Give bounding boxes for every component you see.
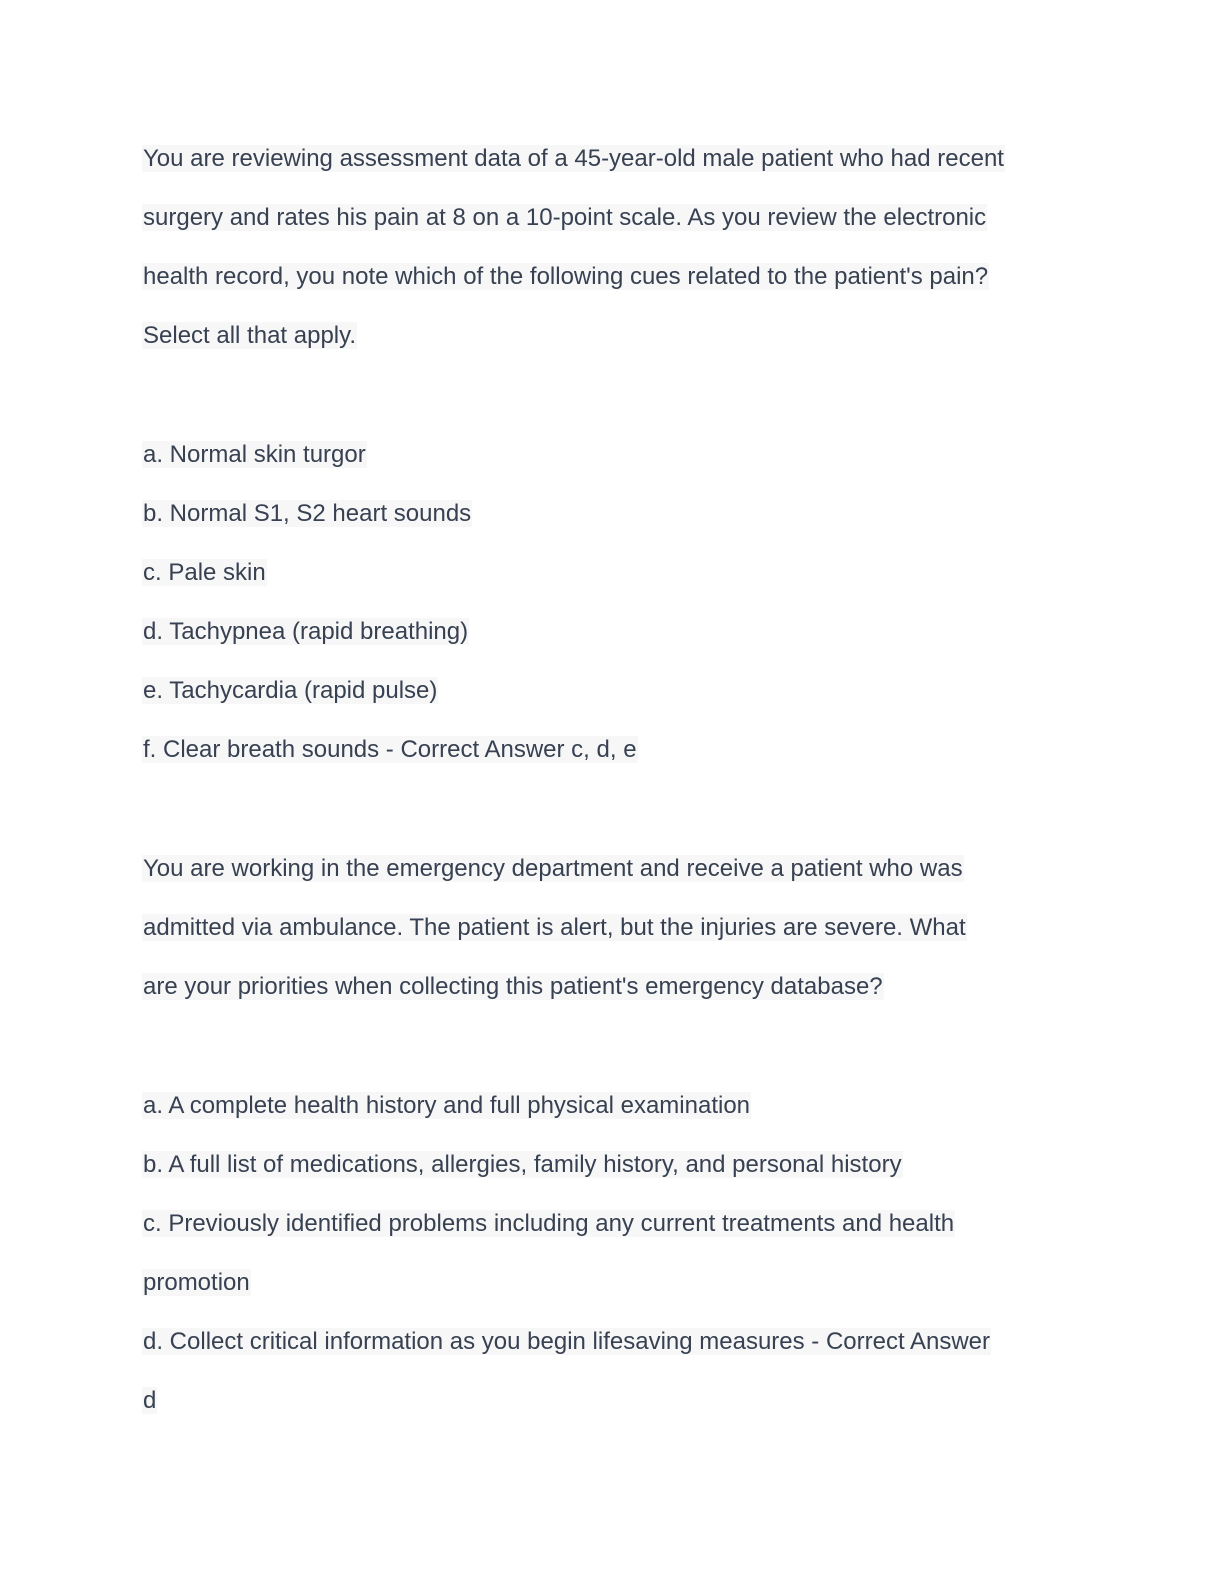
question2-option-b: b. A full list of medications, allergies, family history, and personal history (143, 1151, 902, 1178)
question1-option-e: e. Tachycardia (rapid pulse) (143, 677, 438, 704)
question2-option-c-continued: promotion (143, 1269, 250, 1296)
question1-option-c: c. Pale skin (143, 559, 266, 586)
question2-stem-line: admitted via ambulance. The patient is alert, but the injuries are severe. What (143, 914, 966, 941)
question2-option-c: c. Previously identified problems including any current treatments and health (143, 1210, 955, 1237)
question2-answer-continued: d (143, 1387, 157, 1414)
question2-option-d: d. Collect critical information as you begin lifesaving measures - Correct Answer (143, 1328, 991, 1355)
question2-option-a: a. A complete health history and full physical examination (143, 1092, 751, 1119)
question2-stem-line: You are working in the emergency department and receive a patient who was (143, 855, 963, 882)
question1-option-a: a. Normal skin turgor (143, 441, 366, 468)
question1-stem-line: health record, you note which of the following cues related to the patient's pain? (143, 263, 989, 290)
question1-option-d: d. Tachypnea (rapid breathing) (143, 618, 469, 645)
question1-stem-line: Select all that apply. (143, 322, 357, 349)
question1-option-f-answer: f. Clear breath sounds - Correct Answer c, d, e (143, 736, 637, 763)
question2-stem-line: are your priorities when collecting this patient's emergency database? (143, 973, 883, 1000)
question1-option-b: b. Normal S1, S2 heart sounds (143, 500, 472, 527)
question1-stem-line: surgery and rates his pain at 8 on a 10-point scale. As you review the electronic (143, 204, 987, 231)
question1-stem-line: You are reviewing assessment data of a 45-year-old male patient who had recent (143, 145, 1004, 172)
